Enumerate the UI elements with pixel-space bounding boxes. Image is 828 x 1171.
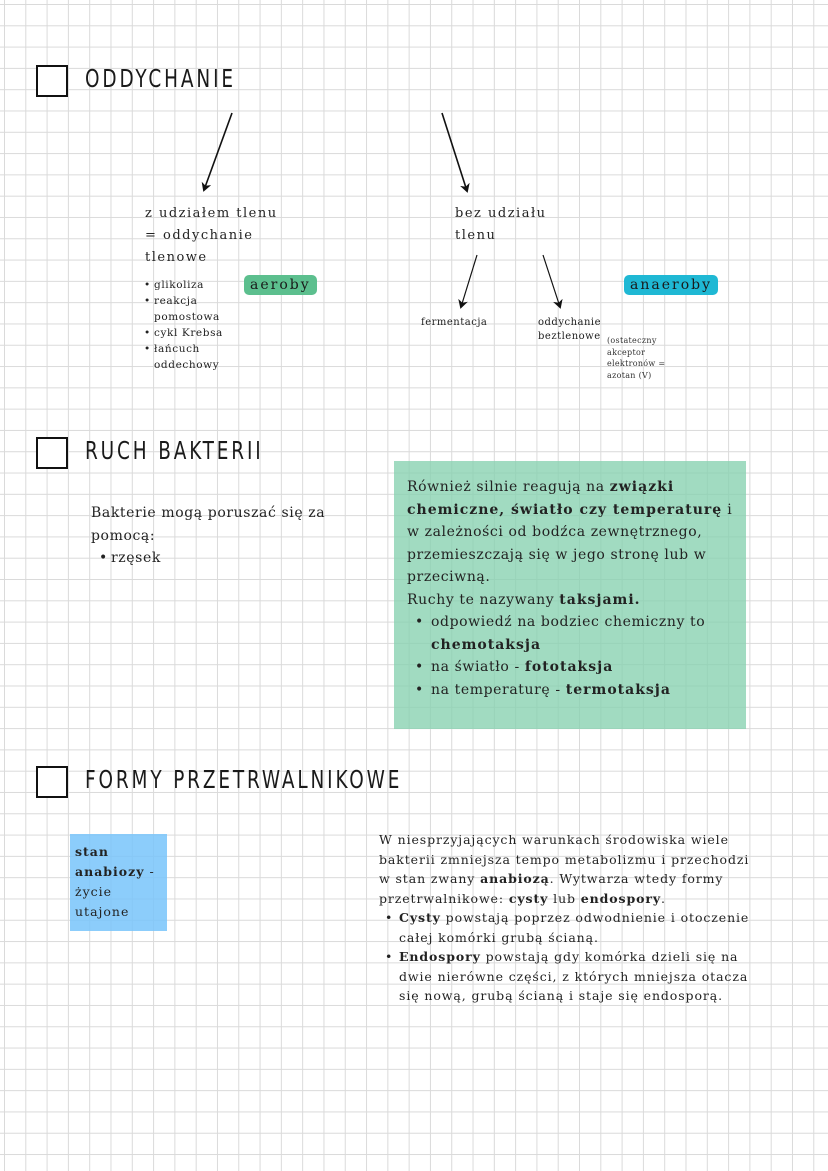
arrow-to-aerobic	[204, 113, 232, 190]
anaerobic-respiration-label	[538, 316, 601, 344]
taxis-paragraph-1	[407, 476, 734, 589]
taxis-info-box	[394, 461, 746, 729]
note-line: akceptor	[607, 347, 646, 357]
electron-acceptor-note	[607, 335, 665, 381]
aerobic-line-3: tlenowe	[145, 250, 208, 265]
anaerobic-line-2: tlenu	[455, 228, 497, 243]
section-title-ruch-bakterii: RUCH BAKTERII	[85, 436, 264, 465]
list-item: • na światło - fototaksja	[407, 656, 734, 679]
movement-intro	[91, 502, 361, 570]
list-item: • rzęsek	[91, 547, 361, 570]
taxis-paragraph-2	[407, 589, 734, 612]
section-title-oddychanie: ODDYCHANIE	[85, 64, 236, 93]
survival-forms-text	[379, 830, 759, 1006]
list-item: • Endospory powstają gdy komórka dzieli się na dwie nierówne części, z których mniejsza otacza się nową, grubą ścianą i staje się endosporą.	[379, 947, 759, 1006]
list-item: • odpowiedź na bodziec chemiczny to chemotaksja	[407, 611, 734, 656]
list-item: • cykl Krebsa	[144, 327, 223, 339]
anaerobic-description	[455, 203, 547, 247]
arrow-to-fermentation	[461, 255, 477, 307]
list-item: • na temperaturę - termotaksja	[407, 679, 734, 702]
text-span: i w zależności od bodźca zewnętrznego, przemieszczają się w jego stronę lub w przeciwną.	[407, 501, 733, 585]
anaerobic-line-1: bez udziału	[455, 206, 547, 221]
aerobic-line-2: = oddychanie	[145, 228, 254, 243]
bold-span: związki chemiczne, światło czy temperaturę	[407, 479, 723, 518]
arrow-to-anaerobic-respiration	[543, 255, 560, 307]
aeroby-badge: aeroby	[244, 275, 317, 295]
section-title-formy: FORMY PRZETRWALNIKOWE	[85, 765, 403, 794]
anaerobic-respiration-line-2: beztlenowe	[538, 331, 601, 342]
aerobic-stages-list	[144, 277, 238, 373]
note-line: azotan (V)	[607, 370, 652, 380]
bold-span: taksjami.	[559, 591, 641, 608]
text-span: Również silnie reagują na	[407, 479, 610, 495]
anaerobic-respiration-line-1: oddychanie	[538, 317, 602, 328]
taxis-types-list	[407, 611, 734, 701]
survival-forms-list	[379, 908, 759, 1006]
anabiosis-box	[70, 834, 167, 931]
list-item: • łańcuch oddechowy	[144, 343, 220, 371]
fermentation-label: fermentacja	[421, 317, 488, 328]
list-item: • Cysty powstają poprzez odwodnienie i otoczenie całej komórki grubą ścianą.	[379, 908, 759, 947]
list-item: • glikoliza	[144, 279, 205, 291]
anabiosis-definition: - życie utajone	[75, 864, 155, 919]
aerobic-line-1: z udziałem tlenu	[145, 206, 278, 221]
movement-organs-list	[91, 547, 361, 570]
aerobic-description	[145, 203, 278, 269]
arrows-diagram	[0, 100, 828, 430]
arrow-to-anaerobic	[442, 113, 467, 191]
note-line: (ostateczny	[607, 336, 657, 345]
anabiosis-term: stan anabiozy	[75, 844, 145, 879]
movement-intro-text: Bakterie mogą poruszać się za pomocą:	[91, 505, 326, 544]
section-checkbox-oddychanie[interactable]	[36, 65, 68, 97]
section-checkbox-formy[interactable]	[36, 766, 68, 798]
list-item: • reakcja pomostowa	[144, 295, 220, 323]
note-line: elektronów =	[607, 359, 666, 368]
anaeroby-badge: anaeroby	[624, 275, 718, 295]
text-span: Ruchy te nazywany	[407, 591, 560, 608]
survival-paragraph: W niesprzyjających warunkach środowiska wiele bakterii zmniejsza tempo metabolizmu i przechodzi w stan zwany anabiozą. Wytwarza wtedy formy przetrwalnikowe: cysty lub endospory.	[379, 832, 750, 906]
section-checkbox-ruch-bakterii[interactable]	[36, 437, 68, 469]
